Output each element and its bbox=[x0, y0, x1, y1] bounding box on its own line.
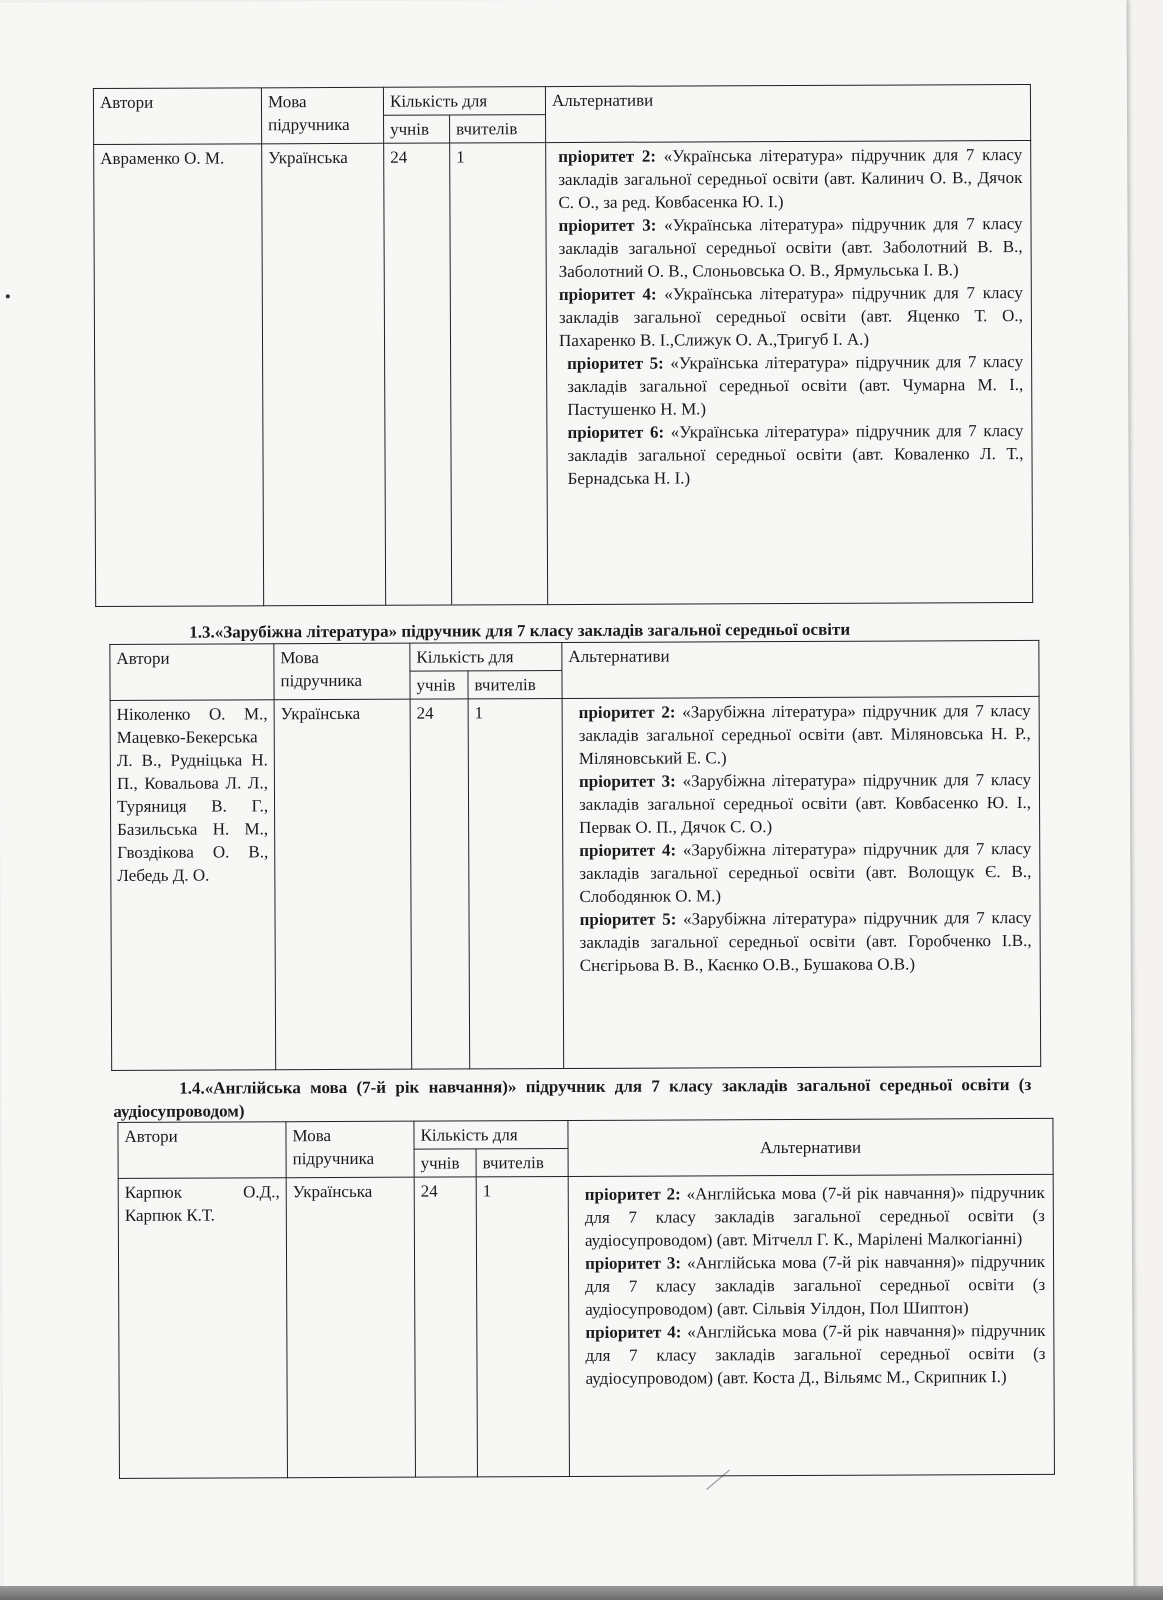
section-heading-english: 1.4.«Англійська мова (7-й рік навчання)» підручник для 7 класу закладів загальної середньої освіти (з аудіосупроводом) bbox=[113, 1074, 1032, 1121]
cell-alternatives bbox=[546, 140, 1033, 604]
cell-teachers: 1 bbox=[476, 1176, 569, 1476]
header-alternatives: Альтернативи bbox=[562, 640, 1039, 698]
alternative-item: пріоритет 4: «Англійська мова (7-й рік навчання)» підручник для 7 класу закладів загальної середньої освіти (з аудіосупроводом) (авт. Коста Д., Вільямс М., Скрипник І.) bbox=[585, 1320, 1046, 1388]
alternative-item: пріоритет 3: «Українська література» підручник для 7 класу закладів загальної середньої освіти (авт. Заболотний В. В., Заболотний О. В., Слоньовська О. В., Ярмульська І. В.) bbox=[558, 213, 1023, 282]
cell-alternatives bbox=[568, 1174, 1054, 1476]
header-authors: Автори bbox=[110, 644, 274, 701]
cell-students: 24 bbox=[384, 143, 452, 605]
cell-teachers: 1 bbox=[468, 699, 564, 1069]
header-language: Мова підручника bbox=[286, 1121, 414, 1178]
header-students: учнів bbox=[410, 671, 468, 699]
header-language: Мова підручника bbox=[274, 643, 410, 700]
table-english bbox=[117, 1118, 1055, 1479]
alternative-item: пріоритет 6: «Українська література» підручник для 7 класу закладів загальної середньої освіти (авт. Коваленко Л. Т., Бернадська Н. І.) bbox=[567, 420, 1024, 488]
cell-students: 24 bbox=[414, 1177, 477, 1477]
cell-authors: Ніколенко О. М., Мацевко-Бекерська Л. В., Рудніцька Н. П., Ковальова Л. Л., Туряниця В. Г., Базильська Н. М., Гвоздікова О. В., Лебедь Д. О. bbox=[110, 700, 276, 1071]
alternative-item: пріоритет 2: «Українська література» підручник для 7 класу закладів загальної середньої освіти (авт. Калинич О. В., Дячок С. О., за ред. Ковбасенка Ю. І.) bbox=[558, 144, 1023, 213]
scan-speck bbox=[6, 294, 10, 298]
cell-teachers: 1 bbox=[450, 143, 548, 605]
alternative-item: пріоритет 5: «Українська література» підручник для 7 класу закладів загальної середньої освіти (авт. Чумарна М. І., Пастушенко Н. М.) bbox=[567, 351, 1024, 419]
table-ukrainian-literature bbox=[93, 84, 1033, 607]
alternative-item: пріоритет 5: «Зарубіжна література» підручник для 7 класу закладів загальної середньої освіти (авт. Горобченко І.В., Снєгірьова В. В., Каєнко О.В., Бушакова О.В.) bbox=[579, 907, 1032, 975]
header-count: Кількість для bbox=[410, 643, 562, 672]
header-teachers: вчителів bbox=[450, 115, 546, 143]
header-language: Мова підручника bbox=[261, 87, 383, 144]
alternative-item: пріоритет 3: «Зарубіжна література» підручник для 7 класу закладів загальної середньої освіти (авт. Ковбасенко Ю. І., Первак О. П., Дячок С. О.) bbox=[578, 769, 1032, 837]
header-teachers: вчителів bbox=[476, 1148, 568, 1176]
cell-language: Українська bbox=[274, 699, 412, 1070]
scanner-edge bbox=[0, 1586, 1163, 1600]
alternative-item: пріоритет 4: «Українська література» підручник для 7 класу закладів загальної середньої освіти (авт. Яценко Т. О., Пахаренко В. І.,Слижук О. А.,Тригуб І. А.) bbox=[558, 282, 1023, 351]
header-teachers: вчителів bbox=[468, 671, 562, 699]
cell-authors: Авраменко О. М. bbox=[94, 144, 264, 607]
header-count: Кількість для bbox=[414, 1120, 568, 1149]
cell-alternatives bbox=[562, 696, 1041, 1068]
header-students: учнів bbox=[414, 1149, 476, 1177]
alternative-item: пріоритет 4: «Зарубіжна література» підручник для 7 класу закладів загальної середньої освіти (авт. Волощук Є. В., Слободянюк О. М.) bbox=[579, 838, 1032, 906]
header-count: Кількість для bbox=[383, 87, 545, 116]
cell-students: 24 bbox=[410, 699, 470, 1069]
cell-authors: Карпюк О.Д., Карпюк К.Т. bbox=[118, 1178, 287, 1479]
alternative-item: пріоритет 2: «Зарубіжна література» підручник для 7 класу закладів загальної середньої освіти (авт. Міляновська Н. Р., Міляновський Е. С.) bbox=[578, 700, 1031, 768]
cell-language: Українська bbox=[286, 1177, 415, 1478]
alternative-item: пріоритет 3: «Англійська мова (7-й рік навчання)» підручник для 7 класу закладів загальної середньої освіти (з аудіосупроводом) (авт. Сільвія Уілдон, Пол Шиптон) bbox=[585, 1251, 1046, 1319]
header-authors: Автори bbox=[118, 1122, 286, 1179]
section-heading-world-literature: 1.3.«Зарубіжна література» підручник для 7 класу закладів загальної середньої освіти bbox=[189, 619, 851, 642]
header-alternatives: Альтернативи bbox=[568, 1118, 1053, 1176]
alternative-item: пріоритет 2: «Англійська мова (7-й рік навчання)» підручник для 7 класу закладів загальної середньої освіти (з аудіосупроводом) (авт. Мітчелл Г. К., Марілені Малкогіанні) bbox=[584, 1182, 1045, 1250]
header-students: учнів bbox=[384, 115, 450, 143]
table-world-literature bbox=[109, 640, 1041, 1071]
cell-language: Українська bbox=[262, 143, 386, 606]
header-alternatives: Альтернативи bbox=[545, 84, 1030, 142]
header-authors: Автори bbox=[93, 88, 261, 145]
